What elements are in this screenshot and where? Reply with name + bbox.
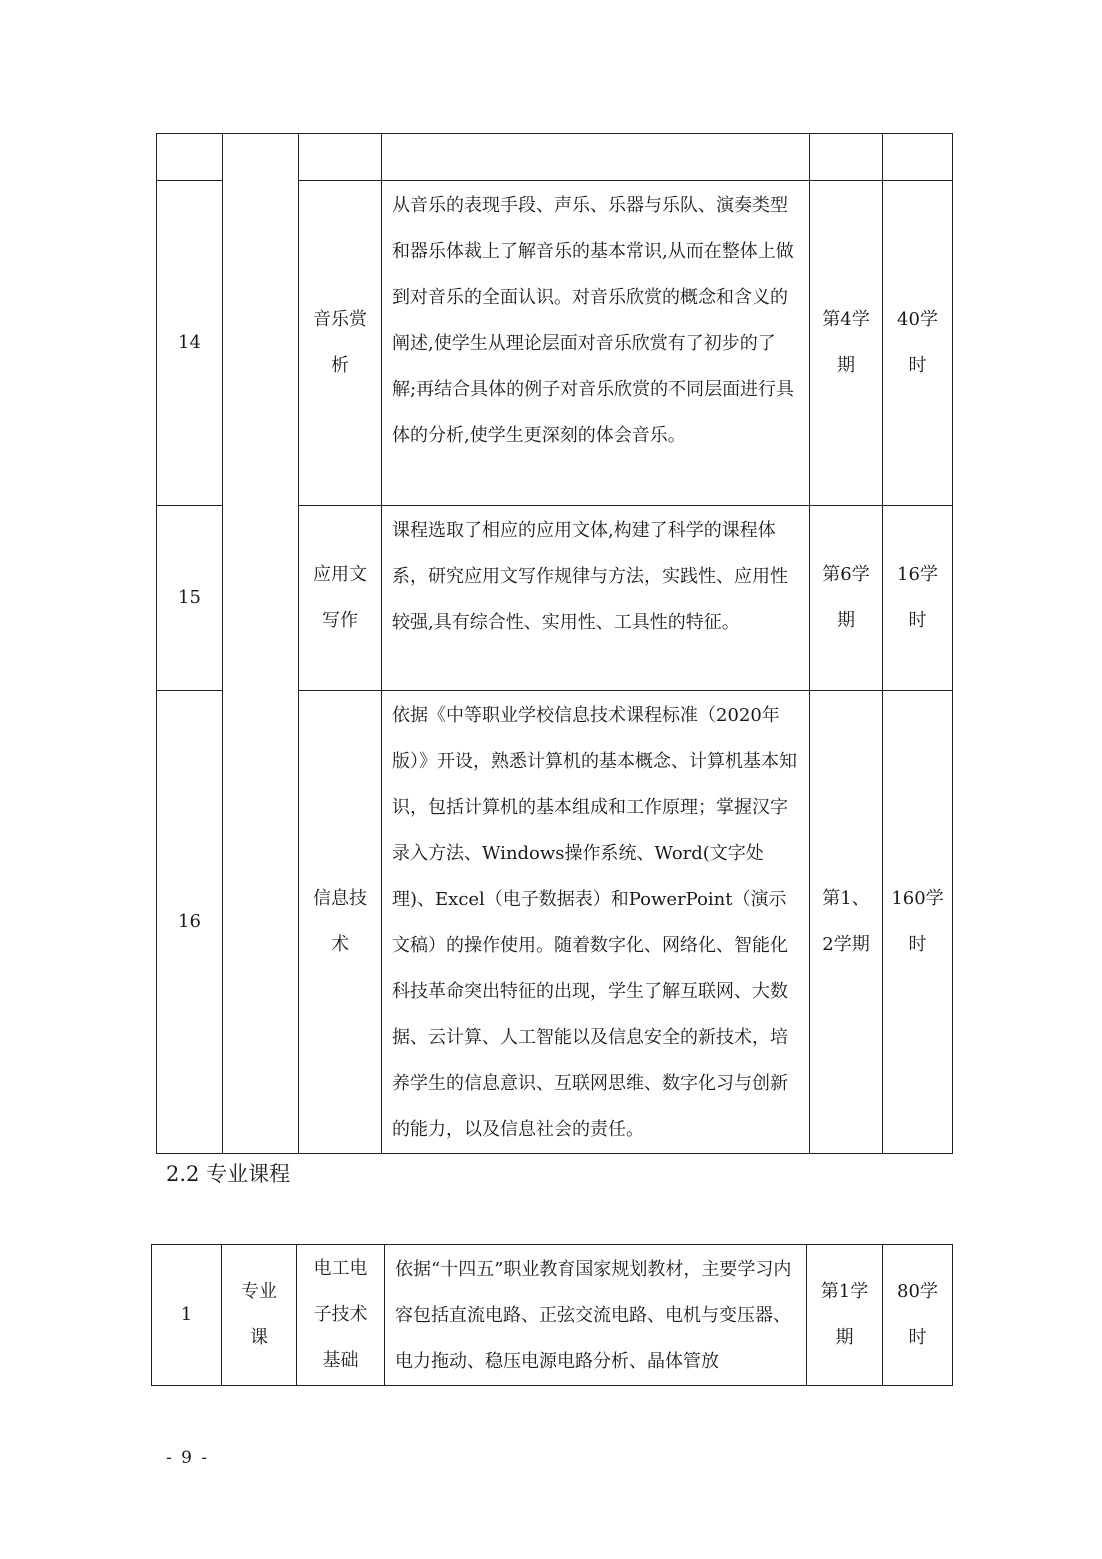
cell-course: 应用文写作 xyxy=(299,506,382,691)
cell-desc: 课程选取了相应的应用文体,构建了科学的课程体系，研究应用文写作规律与方法，实践性、应用性较强,具有综合性、实用性、工具性的特征。 xyxy=(382,506,810,691)
page-number: - 9 - xyxy=(166,1448,210,1468)
cell-desc: 从音乐的表现手段、声乐、乐器与乐队、演奏类型和器乐体裁上了解音乐的基本常识,从而在整体上做到对音乐的全面认识。对音乐欣赏的概念和含义的阐述,使学生从理论层面对音乐欣赏有了初步的了解;再结合具体的例子对音乐欣赏的不同层面进行具体的分析,使学生更深刻的体会音乐。 xyxy=(382,181,810,506)
cell-no: 1 xyxy=(152,1245,222,1386)
table-row-continuation xyxy=(157,134,953,181)
cell-hours xyxy=(883,134,953,181)
cell-category: 专业课 xyxy=(222,1245,297,1386)
cell-hours: 16学时 xyxy=(883,506,953,691)
cell-term: 第1学期 xyxy=(807,1245,883,1386)
cell-hours: 40学时 xyxy=(883,181,953,506)
cell-term: 第1、2学期 xyxy=(810,691,883,1154)
course-table-public xyxy=(156,133,953,1154)
cell-desc xyxy=(382,134,810,181)
cell-course: 电工电子技术基础 xyxy=(297,1245,385,1386)
cell-term: 第6学期 xyxy=(810,506,883,691)
cell-hours: 160学时 xyxy=(883,691,953,1154)
section-title: 2.2 专业课程 xyxy=(166,1162,291,1186)
cell-course: 音乐赏析 xyxy=(299,181,382,506)
cell-no: 15 xyxy=(157,506,223,691)
cell-term xyxy=(810,134,883,181)
cell-course xyxy=(299,134,382,181)
cell-no: 16 xyxy=(157,691,223,1154)
cell-hours: 80学时 xyxy=(883,1245,953,1386)
cell-no xyxy=(157,134,223,181)
cell-term: 第4学期 xyxy=(810,181,883,506)
cell-desc: 依据《中等职业学校信息技术课程标准（2020年版）》开设，熟悉计算机的基本概念、计算机基本知识，包括计算机的基本组成和工作原理；掌握汉字录入方法、Windows操作系统、Word(文字处理)、Excel（电子数据表）和PowerPoint（演示文稿）的操作使用。随着数字化、网络化、智能化科技革命突出特征的出现，学生了解互联网、大数据、云计算、人工智能以及信息安全的新技术，培养学生的信息意识、互联网思维、数字化习与创新的能力，以及信息社会的责任。 xyxy=(382,691,810,1154)
table-row xyxy=(152,1245,953,1386)
cell-desc: 依据“十四五”职业教育国家规划教材，主要学习内容包括直流电路、正弦交流电路、电机与变压器、电力拖动、稳压电源电路分析、晶体管放 xyxy=(385,1245,807,1386)
cell-category xyxy=(223,134,299,1154)
course-table-professional xyxy=(151,1244,953,1386)
cell-no: 14 xyxy=(157,181,223,506)
cell-course: 信息技术 xyxy=(299,691,382,1154)
